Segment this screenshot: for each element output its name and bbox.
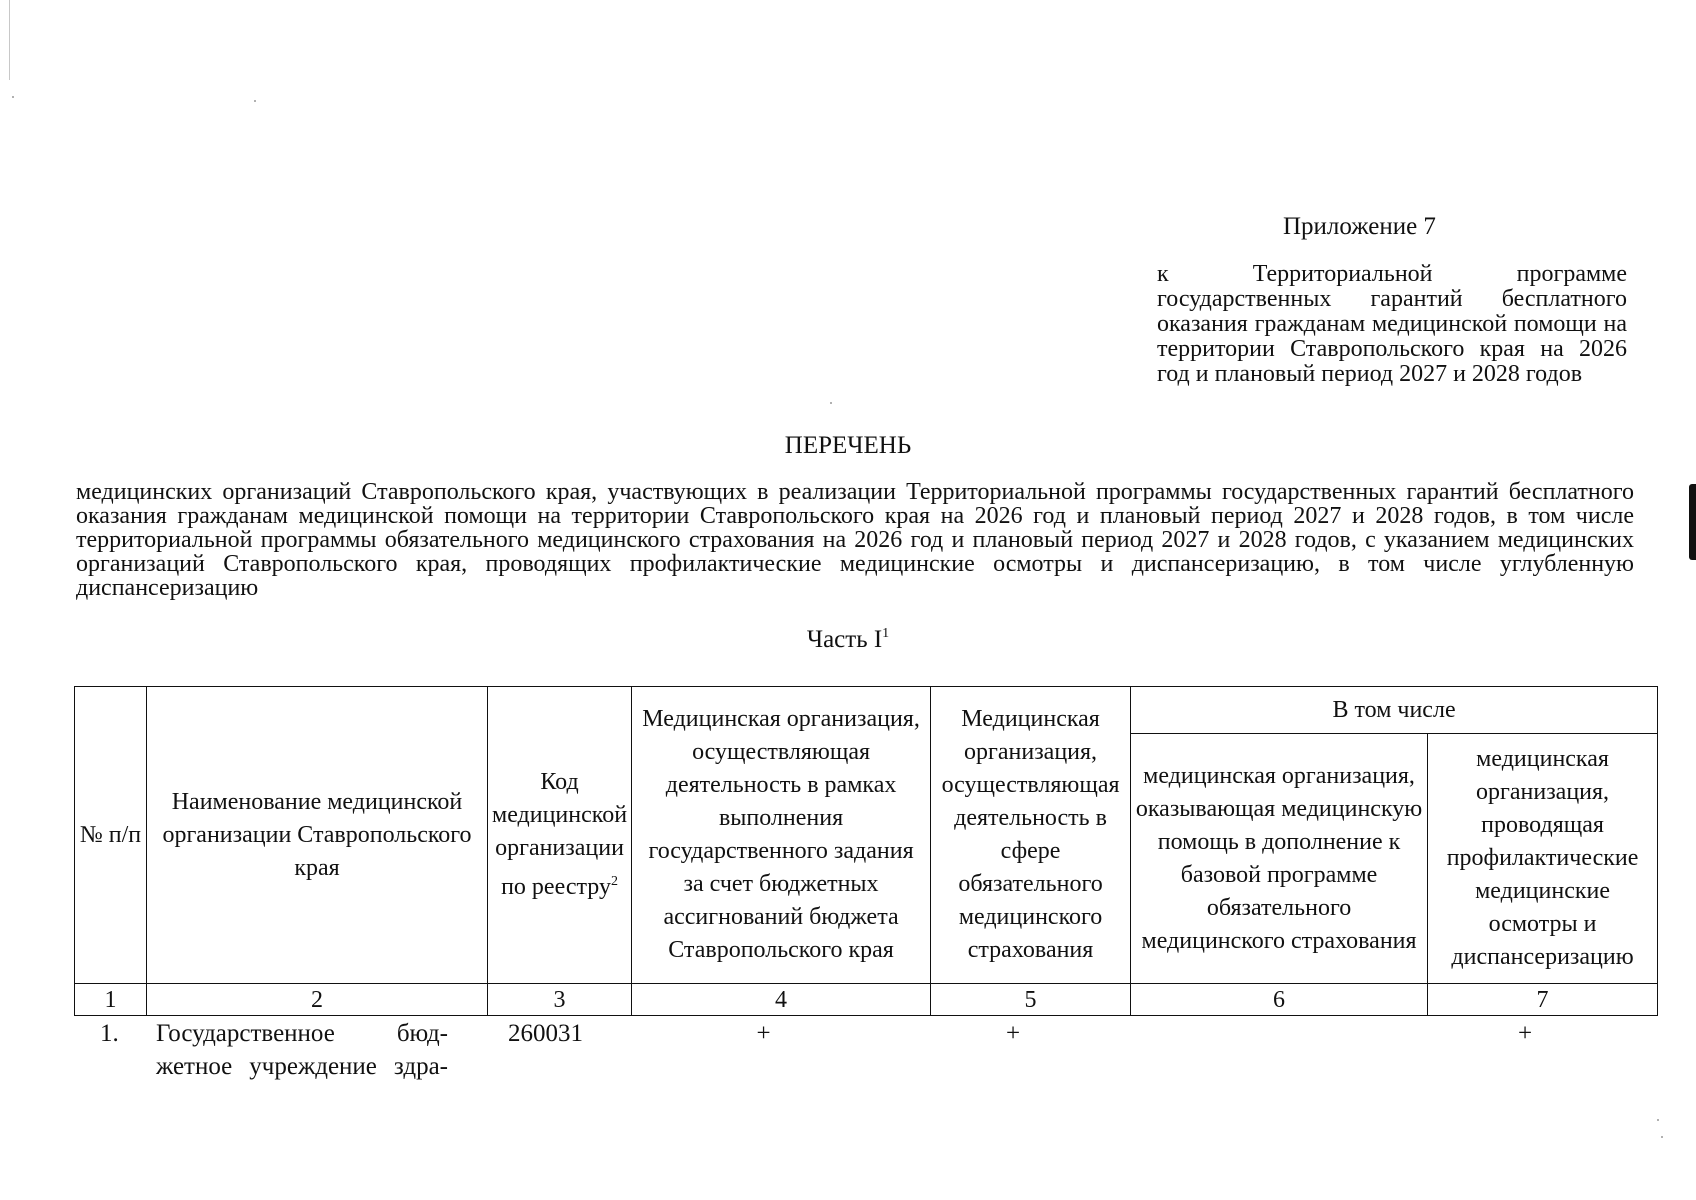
row-code: 260031 <box>508 1020 583 1047</box>
part-label: Часть I <box>806 626 883 653</box>
row-name-line-2: жетное учреждение здра- <box>156 1053 448 1080</box>
column-number: 2 <box>147 984 488 1016</box>
column-number: 1 <box>75 984 147 1016</box>
scan-speck <box>830 402 832 404</box>
organizations-table <box>74 686 1658 1016</box>
column-numbers-row <box>75 984 1658 1016</box>
row-number: 1. <box>100 1020 119 1047</box>
document-subtitle: медицинских организаций Ставропольского края, участвующих в реализации Территориальной программы государственных гарантий бесплатного оказания гражданам медицинской помощи на территории Ставропольского края на 2026 год и плановый период 2027 и 2028 годов, в том числе территориальной программы обязательного медицинского страхования на 2026 год и плановый период 2027 и 2028 годов, с указанием медицинских организаций Ставропольского края, проводящих профилактические медицинские осмотры и диспансеризацию, в том числе углубленную диспансеризацию <box>76 479 1634 601</box>
header-including: В том числе <box>1131 687 1658 734</box>
header-code <box>488 687 632 984</box>
header-oms: Медицинская организация, осуществляющая деятельность в сфере обязательного медицинского страхования <box>931 687 1131 984</box>
header-code-footnote: 2 <box>610 874 618 889</box>
part-title <box>0 626 1696 654</box>
column-number: 3 <box>488 984 632 1016</box>
column-number: 6 <box>1131 984 1428 1016</box>
row-preventive-mark: + <box>1517 1020 1533 1047</box>
column-number: 7 <box>1428 984 1658 1016</box>
column-number: 4 <box>632 984 931 1016</box>
header-budget: Медицинская организация, осуществляющая деятельность в рамках выполнения государственного задания за счет бюджетных ассигнований бюджета Ставропольского края <box>632 687 931 984</box>
scan-speck <box>1661 1136 1663 1138</box>
appendix-text: к Территориальной программе государственных гарантий бесплатного оказания гражданам медицинской помощи на территории Ставропольского края на 2026 год и плановый период 2027 и 2028 годов <box>1157 261 1627 387</box>
header-additional-program: медицинская организация, оказывающая медицинскую помощь в дополнение к базовой программе обязательного медицинского страхования <box>1131 734 1428 984</box>
header-number: № п/п <box>75 687 147 984</box>
row-oms-mark: + <box>1005 1020 1021 1047</box>
header-name: Наименование медицинской организации Ставропольского края <box>147 687 488 984</box>
scan-edge-line <box>9 0 10 80</box>
appendix-title: Приложение 7 <box>1283 213 1436 240</box>
column-number: 5 <box>931 984 1131 1016</box>
scan-speck <box>254 100 256 102</box>
document-title: ПЕРЕЧЕНЬ <box>784 432 912 459</box>
part-footnote: 1 <box>882 626 890 641</box>
scan-speck <box>12 96 14 98</box>
scan-speck <box>1657 1119 1659 1121</box>
header-preventive-exams: медицинская организация, проводящая профилактические медицинские осмотры и диспансеризацию <box>1428 734 1658 984</box>
row-budget-mark: + <box>756 1020 771 1047</box>
header-code-text: Код медицинской организации по реестру <box>492 769 628 900</box>
scan-margin-mark <box>1689 484 1696 560</box>
row-name-line-1: Государственное бюд- <box>156 1020 448 1047</box>
